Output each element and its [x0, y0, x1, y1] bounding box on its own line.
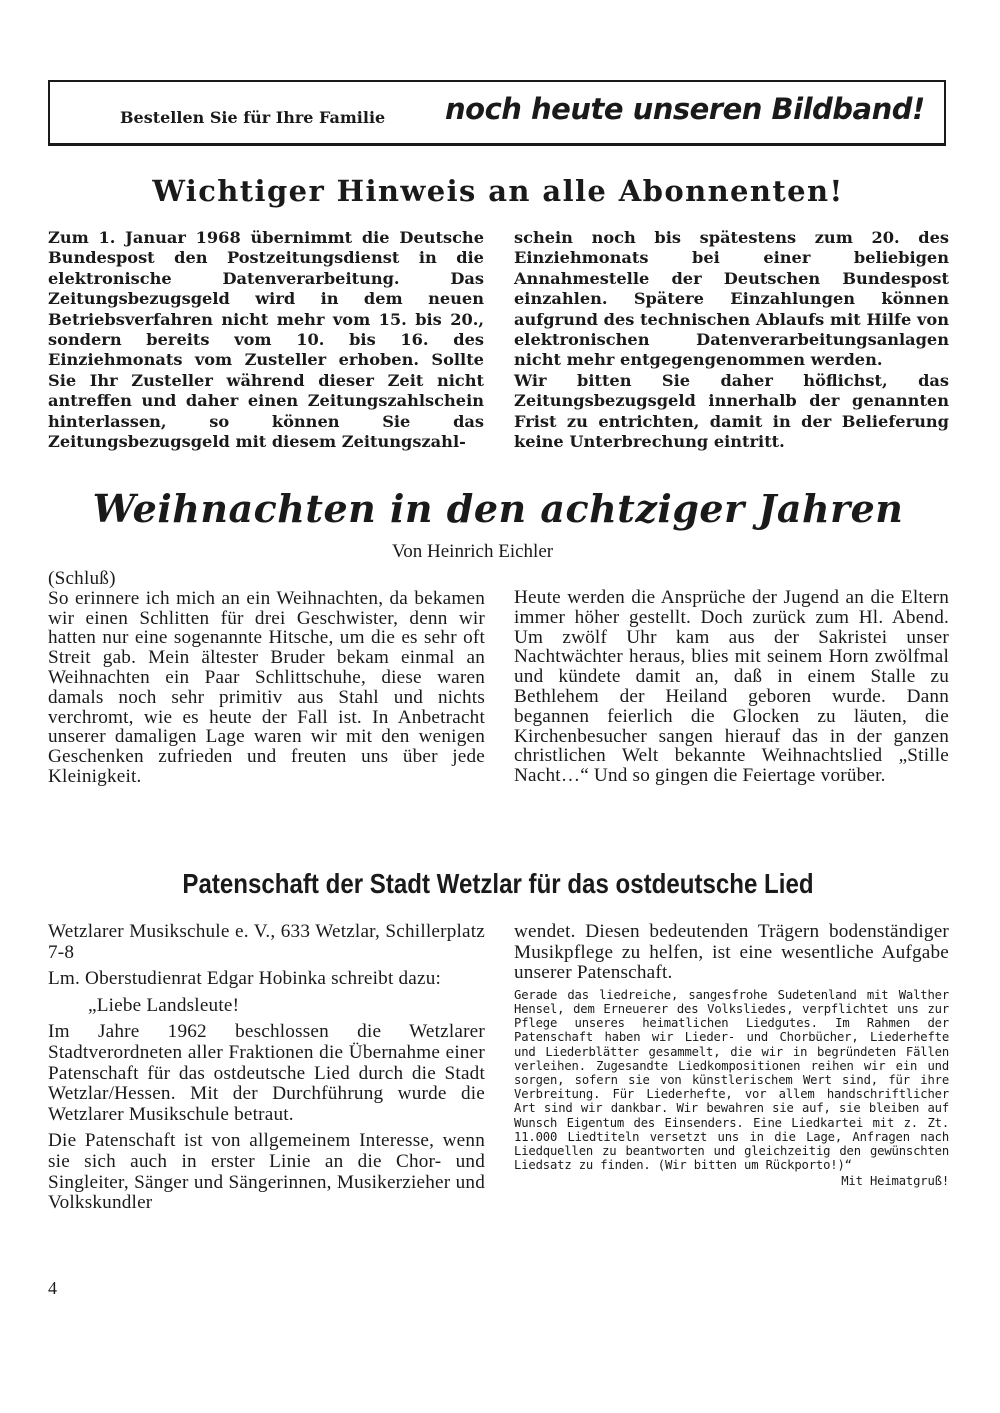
- xmas-byline: Von Heinrich Eichler: [392, 541, 554, 562]
- xmas-paragraph: So erinnere ich mich an ein Weihnachten, da bekamen wir einen Schlitten für drei Geschwister, denn wir hatten nur eine sogenannte Hitsche, um die es sehr oft Streit gab. Mein ältester Bruder bekam einmal an Weihnachten ein Paar Schlittschuhe, diese waren damals noch sehr primitiv aus Stahl und nichts verchromt, wie es heute der Fall ist. In Anbetracht unserer damaligen Lage waren wir mit den wenigen Geschenken zufrieden und freuten uns über jede Kleinigkeit.: [48, 587, 485, 787]
- xmas-article-heading: Weihnachten in den achtziger Jahren: [92, 486, 904, 531]
- patenschaft-paragraph: Die Patenschaft ist von allgemeinem Interesse, wenn sie sich auch in erster Linie an die Chor- und Singleiter, Sänger und Sängerinnen, Musikerzieher und Volkskundler: [48, 1130, 485, 1214]
- patenschaft-paragraph: Im Jahre 1962 beschlossen die Wetzlarer Stadtverordneten aller Fraktionen die Übernahme einer Patenschaft für das ostdeutsche Lied durch die Stadt Wetzlar/Hessen. Mit der Durchführung wurde die Wetzlarer Musikschule betraut.: [48, 1021, 485, 1125]
- patenschaft-heading: Patenschaft der Stadt Wetzlar für das ostdeutsche Lied: [182, 868, 814, 899]
- xmas-column-right: [514, 588, 949, 786]
- notice-heading: Wichtiger Hinweis an alle Abonnenten!: [152, 174, 844, 208]
- xmas-column-left: [48, 569, 485, 787]
- xmas-paragraph: Heute werden die Ansprüche der Jugend an die Eltern immer höher gestellt. Doch zurück zum Hl. Abend. Um zwölf Uhr kam aus der Sakristei unser Nachtwächter heraus, blies mit seinem Horn zwölfmal und kündete damit an, daß in einem Stalle zu Bethlehem der Heiland geboren wurde. Dann begannen feierlich die Glocken zu läuten, die Kirchenbesucher sangen hierauf das in der ganzen christlichen Welt bekannte Weihnachtslied „Stille Nacht…“ Und so gingen die Feiertage vorüber.: [514, 587, 949, 787]
- patenschaft-column-right: [514, 922, 949, 1189]
- patenschaft-intro: Lm. Oberstudienrat Edgar Hobinka schreibt dazu:: [48, 968, 442, 990]
- patenschaft-column-left: [48, 922, 485, 1214]
- xmas-label: (Schluß): [48, 568, 116, 589]
- patenschaft-closing: Mit Heimatgruß!: [841, 1174, 949, 1189]
- page-number: 4: [48, 1278, 57, 1298]
- patenschaft-salutation: „Liebe Landsleute!: [88, 994, 240, 1016]
- patenschaft-address: Wetzlarer Musikschule e. V., 633 Wetzlar, Schillerplatz 7-8: [48, 921, 485, 963]
- notice-column-right: [514, 228, 949, 452]
- notice-paragraph: Zum 1. Januar 1968 übernimmt die Deutsche Bundespost den Postzeitungsdienst in die elektronische Datenverarbeitung. Das Zeitungsbezugsgeld wird in dem neuen Betriebsverfahren nicht mehr vom 15. bis 20., sondern bereits vom 10. bis 16. des Einziehmonats vom Zusteller erhoben. Sollte Sie Ihr Zusteller während dieser Zeit nicht antreffen und daher einen Zeitungszahlschein hinterlassen, so können Sie das Zeitungsbezugsgeld mit diesem Zeitungszahl-: [48, 228, 484, 452]
- notice-paragraph: schein noch bis spätestens zum 20. des Einziehmonats bei einer beliebigen Annahmestelle der Deutschen Bundespost einzahlen. Spätere Einzahlungen können aufgrund des technischen Ablaufs mit Hilfe von elektronischen Datenverarbeitungsanlagen nicht mehr entgegengenommen werden.: [514, 228, 949, 370]
- ad-lead-text: Bestellen Sie für Ihre Familie: [120, 108, 386, 127]
- notice-column-left: [48, 228, 484, 452]
- notice-paragraph: Wir bitten Sie daher höflichst, das Zeitungsbezugsgeld innerhalb der genannten Frist zu entrichten, damit in der Belieferung keine Unterbrechung eintritt.: [514, 370, 949, 452]
- patenschaft-small-paragraph: Gerade das liedreiche, sangesfrohe Sudetenland mit Walther Hensel, dem Erneuerer des Volksliedes, verpflichtet uns zur Pflege unseres heimatlichen Liedgutes. Im Rahmen der Patenschaft haben wir Lieder- und Chorbücher, Liederhefte und Liederblätter gesammelt, die wir in begründeten Fällen verleihen. Zugesandte Liedkompositionen reihen wir ein und sorgen, sofern sie von künstlerischem Wert sind, für ihre Verbreitung. Für Liederhefte, vor allem handschriftlicher Art sind wir dankbar. Wir bewahren sie auf, sie bleiben auf Wunsch Eigentum des Einsenders. Eine Liedkartei mit z. Zt. 11.000 Liedtiteln versetzt uns in die Lage, Anfragen nach Liedquellen zu beantworten und gleichzeitig den gewünschten Liedsatz zu finden. (Wir bitten um Rückporto!)“: [514, 987, 949, 1173]
- order-ad-box: [48, 80, 946, 146]
- patenschaft-paragraph: wendet. Diesen bedeutenden Trägern bodenständiger Musikpflege zu helfen, ist eine wesentliche Aufgabe unserer Patenschaft.: [514, 921, 949, 984]
- ad-slogan: noch heute unseren Bildband!: [445, 92, 925, 126]
